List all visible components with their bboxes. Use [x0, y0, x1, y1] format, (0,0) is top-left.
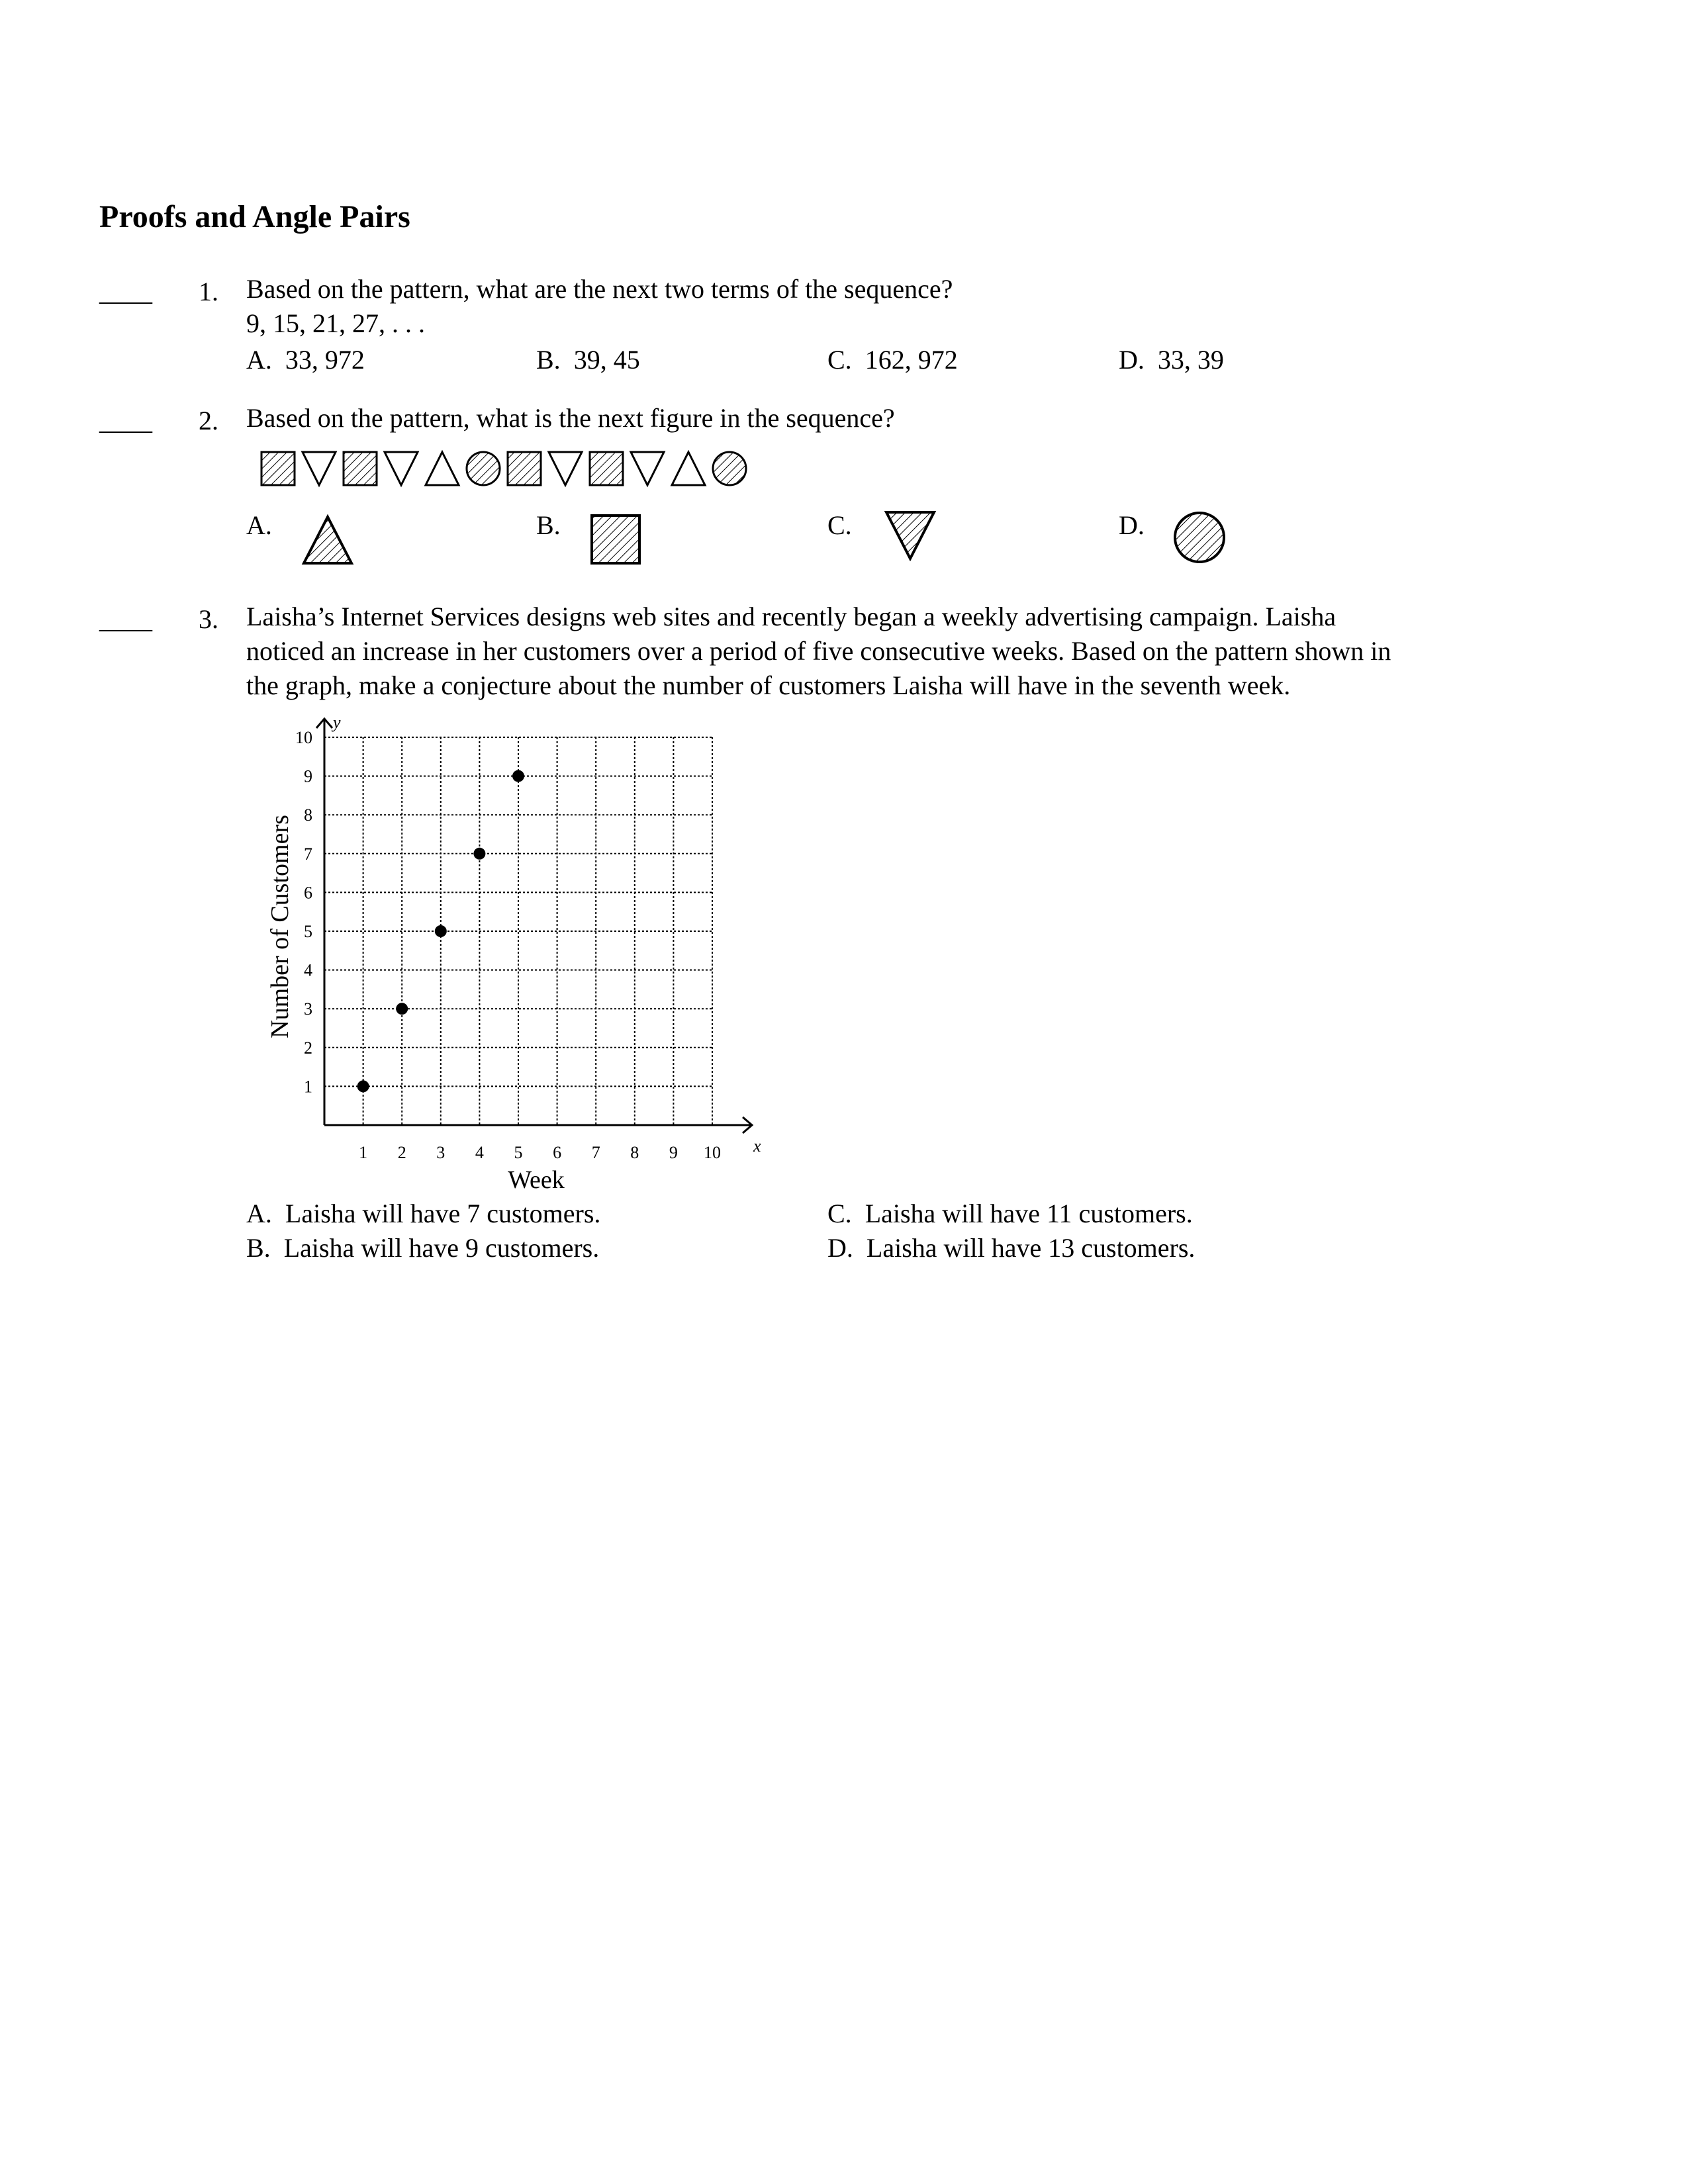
x-tick-label: 1 [359, 1143, 368, 1162]
y-tick-label: 10 [295, 728, 312, 747]
down-triangle-icon [886, 512, 934, 559]
y-tick-label: 8 [304, 805, 312, 825]
answer-blank-3[interactable]: ____ [99, 604, 152, 634]
q3-option-c[interactable] [827, 1198, 1193, 1229]
q3-option-a[interactable] [246, 1198, 600, 1229]
option-text: 33, 972 [285, 345, 365, 375]
option-letter: C. [827, 1199, 852, 1228]
q2-option-a-letter[interactable]: A. [246, 510, 272, 540]
question-prompt-2: Based on the pattern, what is the next figure in the sequence? [246, 403, 895, 433]
q1-option-c[interactable] [827, 344, 958, 375]
x-tick-label: 9 [669, 1143, 678, 1162]
circle-icon [467, 452, 500, 485]
option-letter: A. [246, 345, 272, 375]
square-icon [344, 452, 377, 485]
x-tick-label: 3 [436, 1143, 445, 1162]
up-triangle-icon [304, 517, 352, 563]
data-point [357, 1080, 369, 1092]
option-letter: B. [246, 1233, 271, 1263]
square-icon [261, 452, 295, 485]
up-triangle-icon [426, 452, 459, 485]
square-icon [592, 516, 639, 563]
y-tick-label: 5 [304, 922, 312, 941]
option-text: 39, 45 [573, 345, 640, 375]
question-prompt-1: Based on the pattern, what are the next two terms of the sequence? [246, 274, 953, 304]
data-point [435, 925, 447, 937]
option-text: 162, 972 [865, 345, 958, 375]
q1-option-a[interactable] [246, 344, 365, 375]
chart-grid [324, 737, 712, 1125]
y-tick-label: 9 [304, 766, 312, 786]
option-text: Laisha will have 9 customers. [283, 1233, 600, 1263]
option-text: Laisha will have 13 customers. [866, 1233, 1196, 1263]
customers-scatter-chart [252, 702, 781, 1205]
option-text: Laisha will have 7 customers. [285, 1199, 601, 1228]
y-tick-label: 1 [304, 1077, 312, 1097]
q3-option-d[interactable] [827, 1232, 1195, 1263]
q2-option-b-letter[interactable]: B. [536, 510, 561, 540]
data-point [396, 1003, 408, 1015]
down-triangle-icon [631, 452, 664, 485]
x-tick-label: 10 [704, 1143, 721, 1162]
question-prompt-3-line-1: Laisha’s Internet Services designs web sites and recently began a weekly advertising campaign. Laisha [246, 602, 1336, 631]
data-point [473, 848, 485, 860]
q3-option-b[interactable] [246, 1232, 599, 1263]
x-tick-label: 4 [475, 1143, 484, 1162]
option-text: 33, 39 [1157, 345, 1224, 375]
x-axis-label: Week [508, 1166, 565, 1194]
x-axis-letter: x [753, 1136, 761, 1156]
chart-ticks [295, 728, 721, 1162]
y-tick-label: 6 [304, 883, 312, 903]
q2-option-c-letter[interactable]: C. [827, 510, 852, 540]
option-text: Laisha will have 11 customers. [865, 1199, 1193, 1228]
x-tick-label: 2 [397, 1143, 406, 1162]
question-prompt-3-line-3: the graph, make a conjecture about the number of customers Laisha will have in the seventh week. [246, 670, 1291, 700]
option-letter: D. [827, 1233, 853, 1263]
up-triangle-icon [672, 452, 705, 485]
data-point [512, 770, 524, 782]
down-triangle-icon [385, 452, 418, 485]
option-letter: D. [1119, 345, 1145, 375]
square-icon [590, 452, 623, 485]
x-tick-label: 6 [553, 1143, 562, 1162]
x-tick-label: 7 [591, 1143, 600, 1162]
square-icon [508, 452, 541, 485]
q2-option-a-shape[interactable] [301, 513, 354, 566]
down-triangle-icon [549, 452, 582, 485]
q2-option-d-shape[interactable] [1172, 510, 1227, 565]
y-tick-label: 4 [304, 960, 312, 980]
circle-icon [713, 452, 746, 485]
q2-option-c-shape[interactable] [884, 508, 937, 561]
question-number-1: 1. [199, 277, 218, 306]
option-letter: B. [536, 345, 561, 375]
figure-sequence [258, 447, 761, 490]
x-tick-label: 8 [630, 1143, 639, 1162]
q1-option-d[interactable] [1119, 344, 1224, 375]
question-number-2: 2. [199, 406, 218, 435]
circle-icon [1175, 513, 1224, 562]
page-title: Proofs and Angle Pairs [99, 199, 410, 234]
option-letter: A. [246, 1199, 272, 1228]
question-number-3: 3. [199, 604, 218, 634]
option-letter: C. [827, 345, 852, 375]
q2-option-d-letter[interactable]: D. [1119, 510, 1145, 540]
chart-axes [316, 719, 752, 1133]
answer-blank-1[interactable]: ____ [99, 277, 152, 306]
y-tick-label: 2 [304, 1038, 312, 1058]
q2-option-b-shape[interactable] [589, 513, 642, 566]
question-prompt-3-line-2: noticed an increase in her customers over a period of five consecutive weeks. Based on the pattern shown in [246, 636, 1391, 666]
answer-blank-2[interactable]: ____ [99, 406, 152, 435]
y-tick-label: 7 [304, 844, 312, 864]
y-axis-label: Number of Customers [266, 815, 294, 1038]
y-tick-label: 3 [304, 999, 312, 1019]
down-triangle-icon [303, 452, 336, 485]
x-tick-label: 5 [514, 1143, 523, 1162]
y-axis-letter: y [333, 713, 341, 732]
question-sequence-1: 9, 15, 21, 27, . . . [246, 308, 425, 338]
q1-option-b[interactable] [536, 344, 640, 375]
